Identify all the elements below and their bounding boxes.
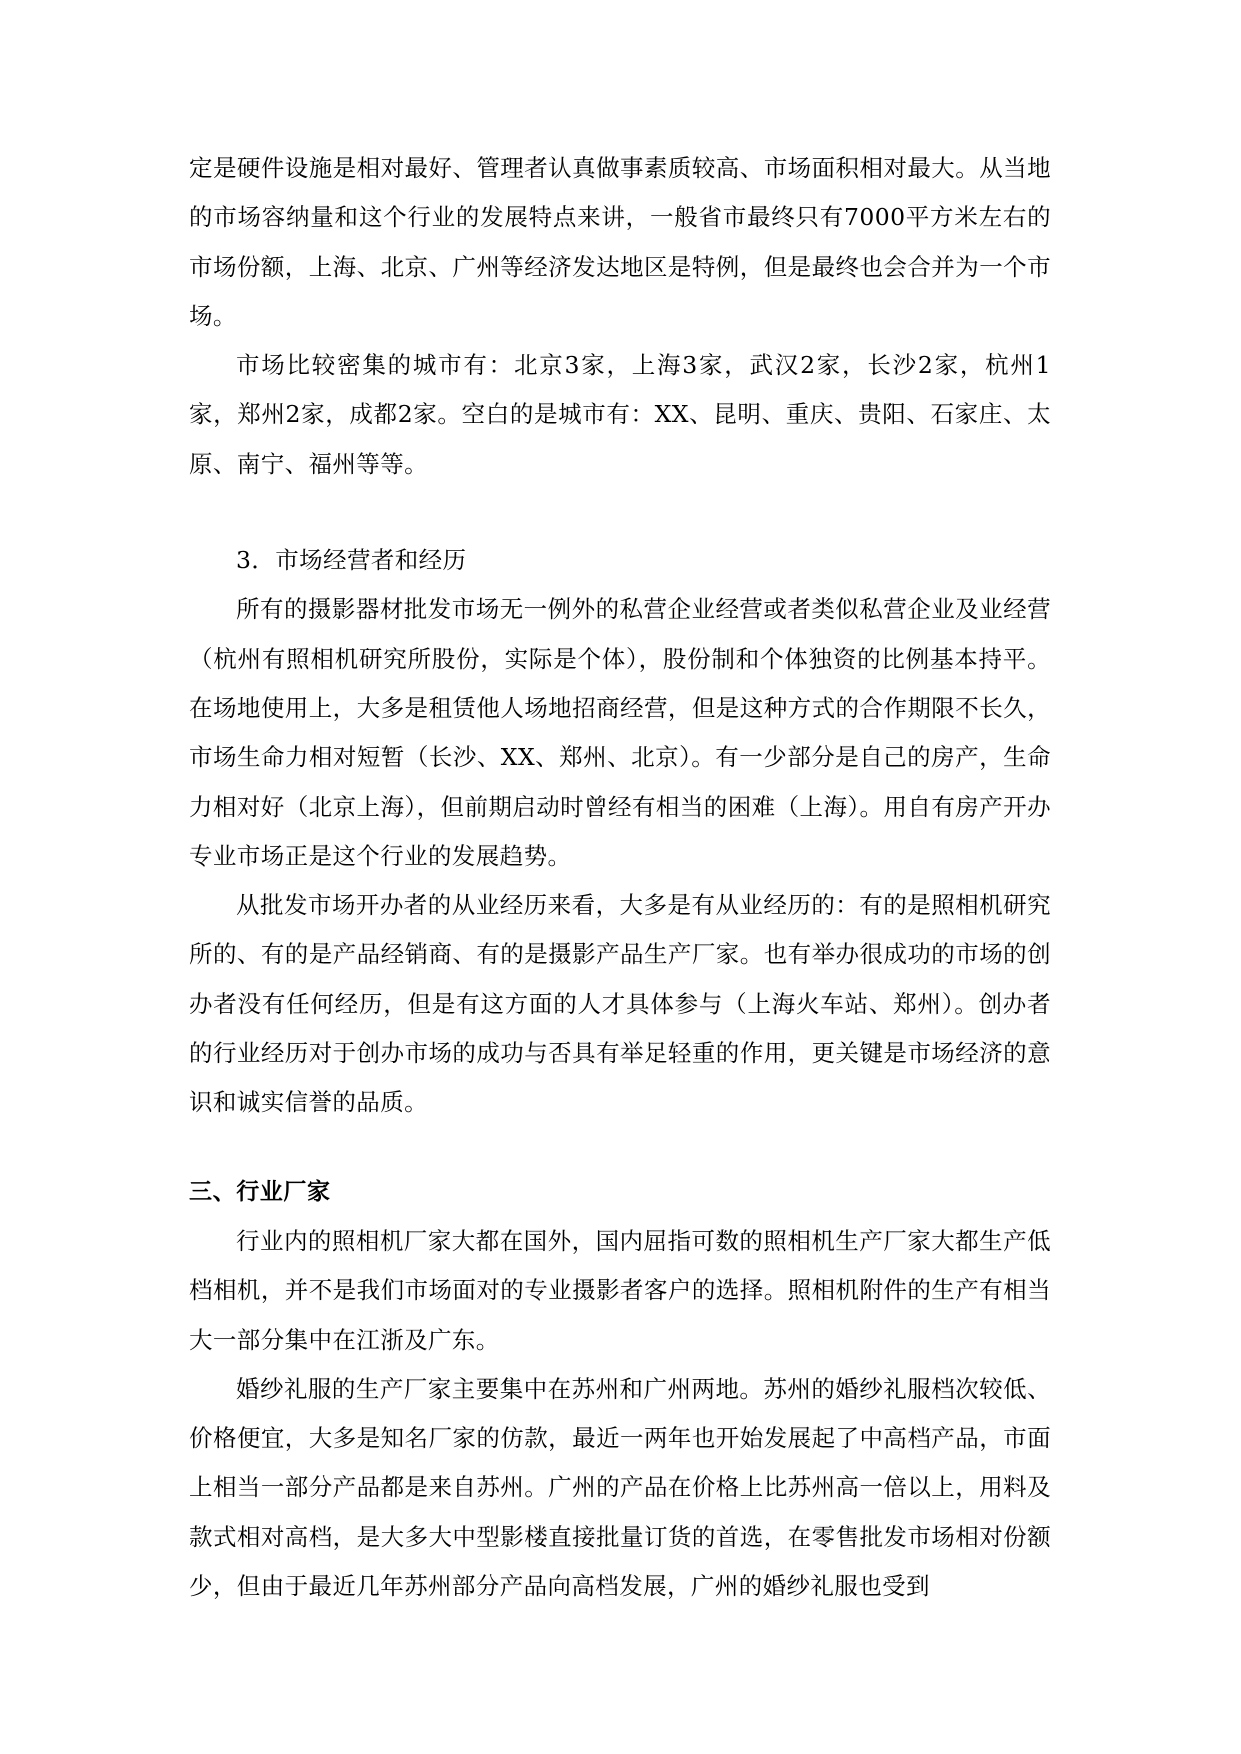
paragraph-market-conclusion: 定是硬件设施是相对最好、管理者认真做事素质较高、市场面积相对最大。从当地的市场容纳量和这个行业的发展特点来讲，一般省市最终只有7000平方米左右的市场份额，上海、北京、广州等经济发达地区是特例，但是最终也会合并为一个市场。 bbox=[189, 154, 1051, 330]
paragraph-founders-experience: 从批发市场开办者的从业经历来看，大多是有从业经历的：有的是照相机研究所的、有的是产品经销商、有的是摄影产品生产厂家。也有举办很成功的市场的创办者没有任何经历，但是有这方面的人才具体参与（上海火车站、郑州）。创办者的行业经历对于创办市场的成功与否具有举足轻重的作用，更关键是市场经济的意识和诚实信誉的品质。 bbox=[189, 891, 1051, 1117]
spacer bbox=[189, 1128, 1051, 1168]
subheading-operators: 3．市场经营者和经历 bbox=[236, 546, 467, 575]
section-heading-manufacturers: 三、行业厂家 bbox=[189, 1178, 331, 1205]
spacer bbox=[189, 489, 1051, 536]
paragraph-camera-manufacturers: 行业内的照相机厂家大都在国外，国内屈指可数的照相机生产厂家大都生产低档相机，并不是我们市场面对的专业摄影者客户的选择。照相机附件的生产有相当大一部分集中在江浙及广东。 bbox=[189, 1226, 1051, 1354]
paragraph-wedding-dress-manufacturers: 婚纱礼服的生产厂家主要集中在苏州和广州两地。苏州的婚纱礼服档次较低、价格便宜，大多是知名厂家的仿款，最近一两年也开始发展起了中高档产品，市面上相当一部分产品都是来自苏州。广州的产品在价格上比苏州高一倍以上，用料及款式相对高档，是大多大中型影楼直接批量订货的首选，在零售批发市场相对份额少，但由于最近几年苏州部分产品向高档发展，广州的婚纱礼服也受到 bbox=[189, 1374, 1051, 1601]
paragraph-operators: 所有的摄影器材批发市场无一例外的私营企业经营或者类似私营企业及业经营（杭州有照相机研究所股份，实际是个体），股份制和个体独资的比例基本持平。在场地使用上，大多是租赁他人场地招商经营，但是这种方式的合作期限不长久，市场生命力相对短暂（长沙、XX、郑州、北京）。有一少部分是自己的房产，生命力相对好（北京上海），但前期启动时曾经有相当的困难（上海）。用自有房产开办专业市场正是这个行业的发展趋势。 bbox=[189, 595, 1051, 870]
document-page bbox=[189, 144, 1051, 1611]
paragraph-market-cities: 市场比较密集的城市有：北京3家，上海3家，武汉2家，长沙2家，杭州1家，郑州2家，成都2家。空白的是城市有：XX、昆明、重庆、贵阳、石家庄、太原、南宁、福州等等。 bbox=[189, 351, 1051, 478]
